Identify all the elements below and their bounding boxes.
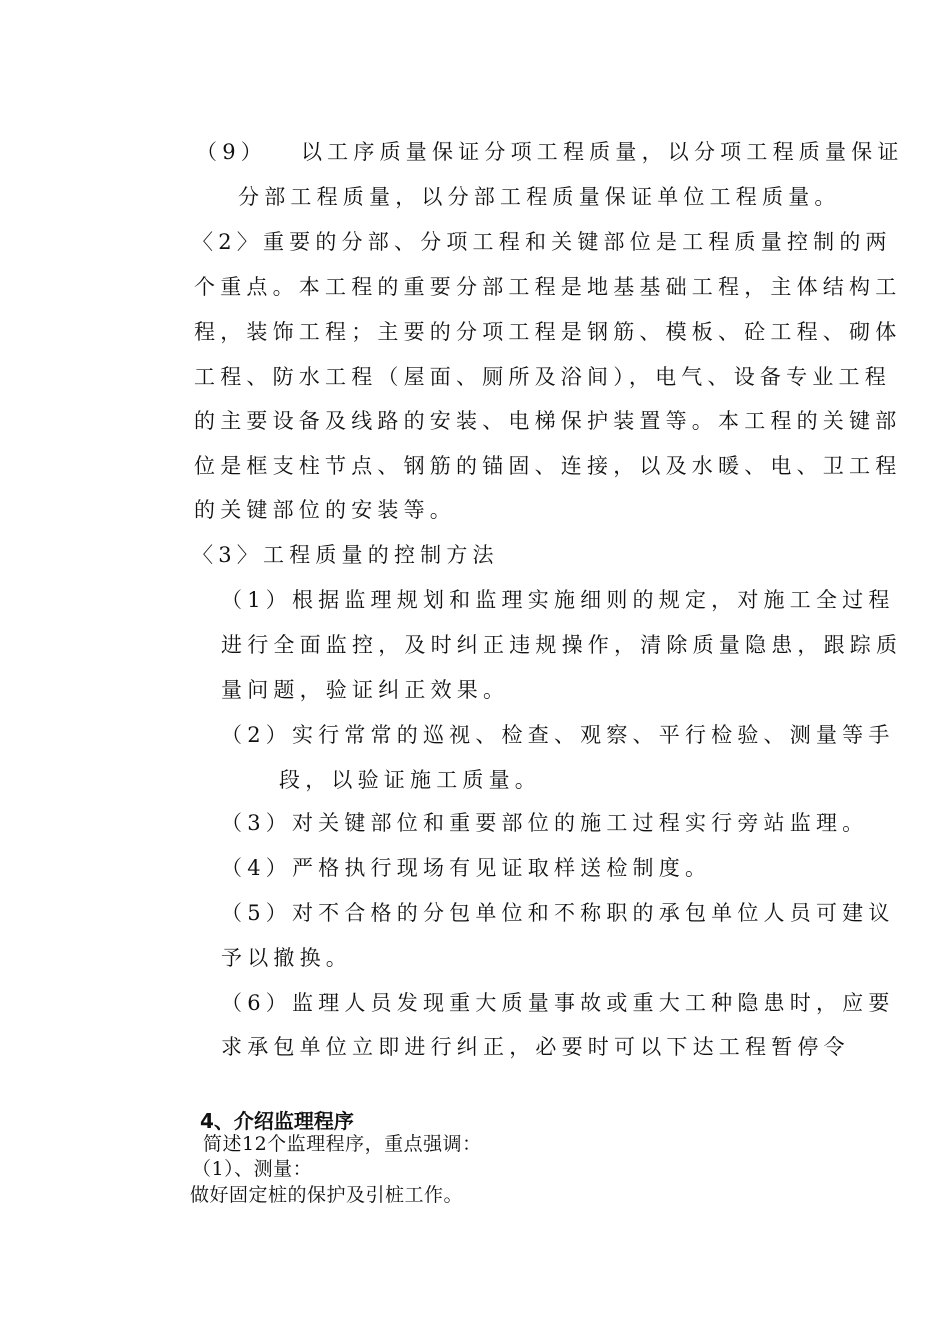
section-4-sub-1: （1）、测量：: [192, 1158, 313, 1180]
item-1-line-1: （1）根据监理规划和监理实施细则的规定，对施工全过程: [221, 588, 895, 612]
section-2-line-3: 程，装饰工程；主要的分项工程是钢筋、模板、砼工程、砌体: [194, 320, 902, 344]
section-4-intro: 简述12个监理程序，重点强调：: [203, 1133, 482, 1155]
item-4: （4）严格执行现场有见证取样送检制度。: [221, 856, 712, 880]
para-9-line-1: [196, 137, 904, 167]
para-9-line-2: 分部工程质量，以分部工程质量保证单位工程质量。: [238, 185, 841, 209]
section-2-line-4: 工程、防水工程（屋面、厕所及浴间），电气、设备专业工程: [194, 365, 891, 389]
para-9-text: 以工序质量保证分项工程质量，以分项工程质量保证: [300, 140, 904, 164]
section-2-line-1: 〈2〉重要的分部、分项工程和关键部位是工程质量控制的两: [192, 230, 892, 254]
item-1-line-2: 进行全面监控，及时纠正违规操作，清除质量隐患，跟踪质: [221, 633, 903, 657]
section-4-sub-1-text: 做好固定桩的保护及引桩工作。: [190, 1184, 464, 1206]
item-6-line-1: （6）监理人员发现重大质量事故或重大工种隐患时，应要: [221, 991, 895, 1015]
item-2-line-2: 段，以验证施工质量。: [279, 768, 541, 792]
section-3-title: 〈3〉工程质量的控制方法: [192, 543, 499, 567]
section-2-line-2: 个重点。本工程的重要分部工程是地基基础工程，主体结构工: [194, 275, 902, 299]
section-2-line-7: 的关键部位的安装等。: [194, 498, 456, 522]
item-5-line-2: 予以撤换。: [221, 946, 352, 970]
item-1-line-3: 量问题，验证纠正效果。: [221, 678, 510, 702]
item-3: （3）对关键部位和重要部位的施工过程实行旁站监理。: [221, 811, 869, 835]
para-9-number: （9）: [196, 140, 267, 164]
item-6-line-2: 求承包单位立即进行纠正，必要时可以下达工程暂停令: [221, 1035, 850, 1059]
section-2-line-6: 位是框支柱节点、钢筋的锚固、连接，以及水暖、电、卫工程: [194, 454, 902, 478]
item-5-line-1: （5）对不合格的分包单位和不称职的承包单位人员可建议: [221, 901, 895, 925]
item-2-line-1: （2）实行常常的巡视、检查、观察、平行检验、测量等手: [221, 723, 895, 747]
section-4-heading: 4、介绍监理程序: [200, 1109, 354, 1133]
section-2-line-5: 的主要设备及线路的安装、电梯保护装置等。本工程的关键部: [194, 409, 902, 433]
